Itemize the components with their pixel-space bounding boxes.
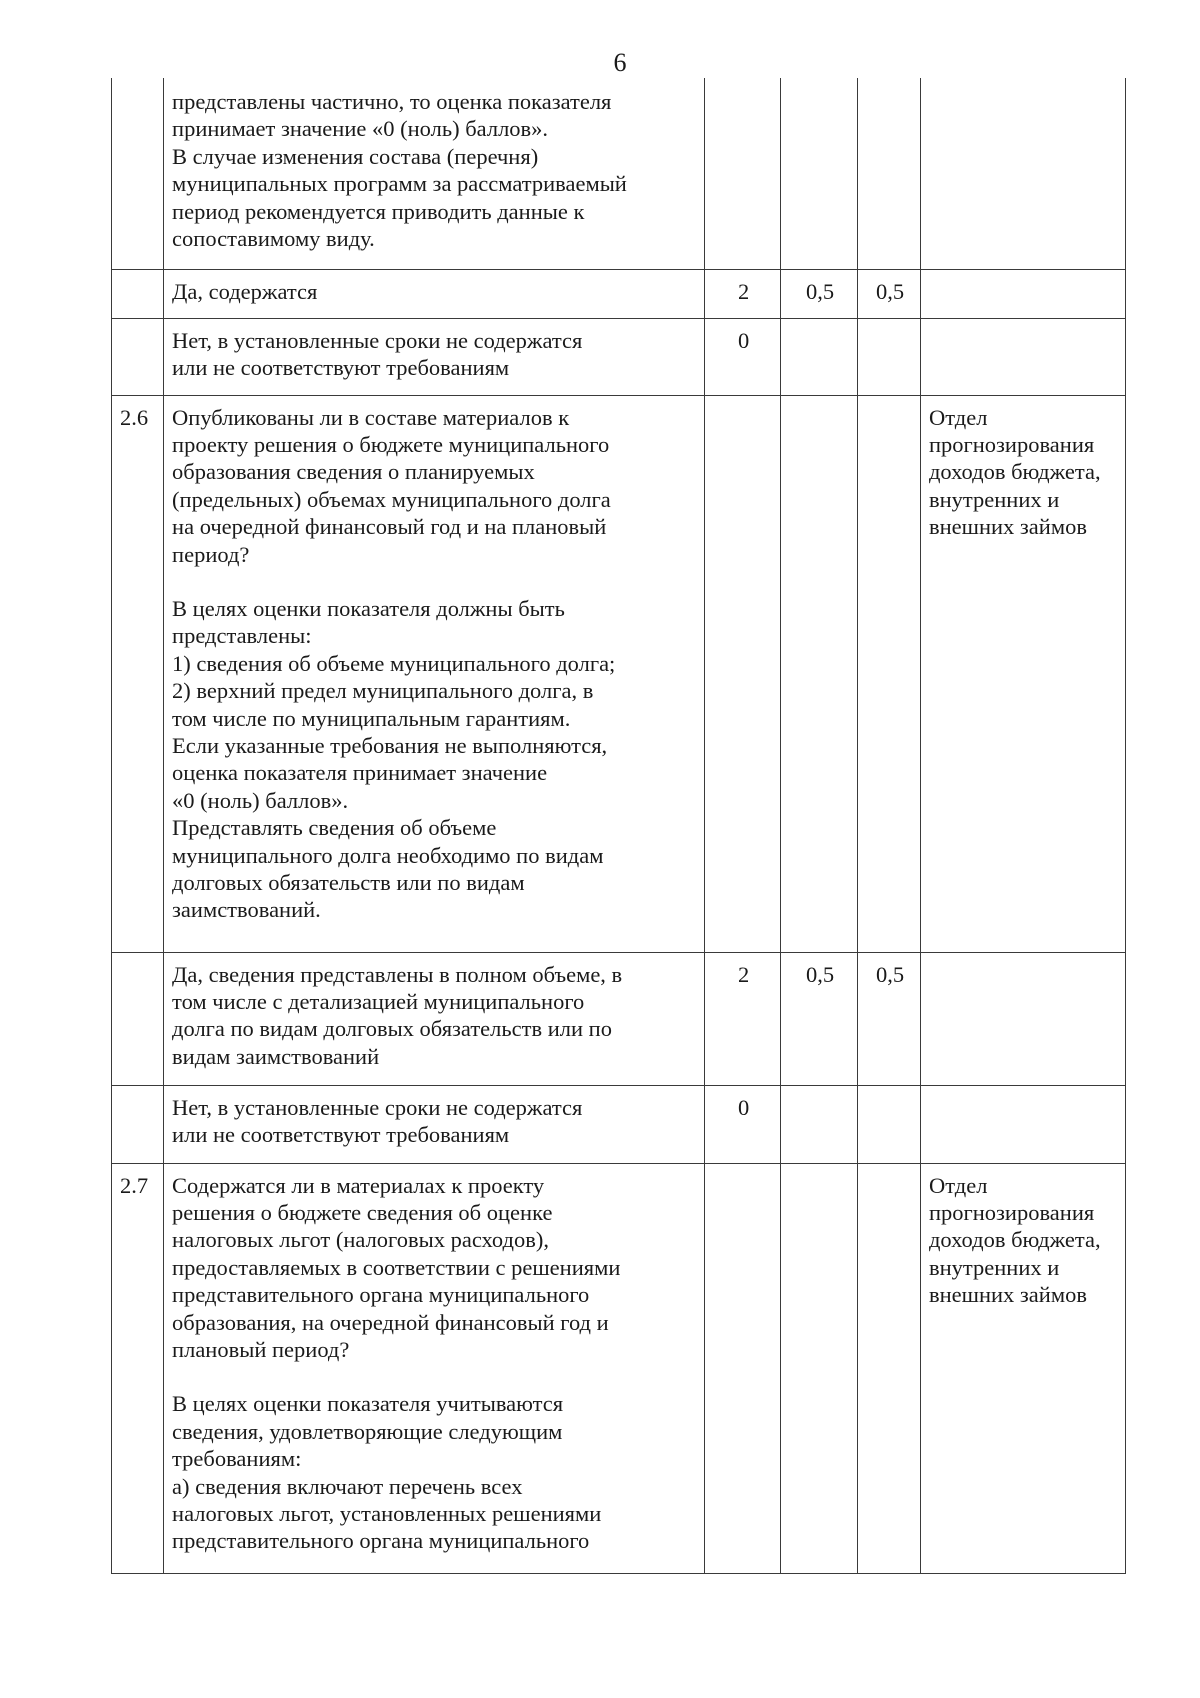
criterion-requirements: В целях оценки показателя должны быть представлены: 1) сведения об объеме муниципального долга; 2) верхний предел муниципального долга, в том числе по муниципальным гарантиям. Если указанные требования не выполняются, оценка показателя принимает значение «0 (ноль) баллов». Представлять сведения об объеме муниципального долга необходимо по видам долговых обязательств или по видам заимствований. [172,595,616,923]
result-cell [858,1163,921,1573]
criterion-question: Содержатся ли в материалах к проекту решения о бюджете сведения об оценке налоговых льгот (налоговых расходов), предоставляемых в соответствии с решениями представительного органа муниципального образования, на очередной финансовый год и плановый период? [172,1172,621,1362]
criterion-text: Нет, в установленные сроки не содержатся или не соответствуют требованиям [164,1085,705,1163]
criterion-text: Да, сведения представлены в полном объеме, в том числе с детализацией муниципального долга по видам долговых обязательств или по видам заимствований [164,952,705,1085]
row-number [112,318,164,395]
table-row [112,395,1126,952]
result-cell [858,78,921,269]
row-number [112,78,164,269]
row-number [112,269,164,318]
table-row [112,952,1126,1085]
score-cell: 0 [705,318,781,395]
weight-cell [781,318,858,395]
criterion-text: Да, содержатся [164,269,705,318]
criterion-question: Опубликованы ли в составе материалов к проекту решения о бюджете муниципального образования сведения о планируемых (предельных) объемах муниципального долга на очередной финансовый год и на плановый период? [172,404,611,567]
page-number: 6 [613,48,627,77]
responsible-department [920,269,1125,318]
score-cell: 2 [705,952,781,1085]
result-cell [858,318,921,395]
responsible-department [920,318,1125,395]
row-number [112,952,164,1085]
table-row [112,1085,1126,1163]
responsible-department [920,952,1125,1085]
criterion-text: представлены частично, то оценка показателя принимает значение «0 (ноль) баллов». В случае изменения состава (перечня) муниципальных программ за рассматриваемый период рекомендуется приводить данные к сопоставимому виду. [164,78,705,269]
criteria-table [111,78,1126,1574]
criterion-text [164,395,705,952]
score-cell [705,78,781,269]
row-number [112,1085,164,1163]
responsible-department: Отдел прогнозирования доходов бюджета, внутренних и внешних займов [920,395,1125,952]
responsible-department [920,78,1125,269]
criterion-requirements: В целях оценки показателя учитываются сведения, удовлетворяющие следующим требованиям: а) сведения включают перечень всех налоговых льгот, установленных решениями представительного органа муниципального [172,1391,602,1554]
weight-cell: 0,5 [781,952,858,1085]
criterion-text [164,1163,705,1573]
result-cell: 0,5 [858,952,921,1085]
score-cell [705,395,781,952]
score-cell: 2 [705,269,781,318]
weight-cell: 0,5 [781,269,858,318]
row-number: 2.6 [112,395,164,952]
score-cell [705,1163,781,1573]
result-cell [858,395,921,952]
table-row [112,1163,1126,1573]
score-cell: 0 [705,1085,781,1163]
result-cell: 0,5 [858,269,921,318]
responsible-department: Отдел прогнозирования доходов бюджета, внутренних и внешних займов [920,1163,1125,1573]
responsible-department [920,1085,1125,1163]
weight-cell [781,78,858,269]
weight-cell [781,1163,858,1573]
table-row [112,78,1126,269]
table-row [112,318,1126,395]
table-row [112,269,1126,318]
result-cell [858,1085,921,1163]
weight-cell [781,395,858,952]
row-number: 2.7 [112,1163,164,1573]
criterion-text: Нет, в установленные сроки не содержатся или не соответствуют требованиям [164,318,705,395]
weight-cell [781,1085,858,1163]
